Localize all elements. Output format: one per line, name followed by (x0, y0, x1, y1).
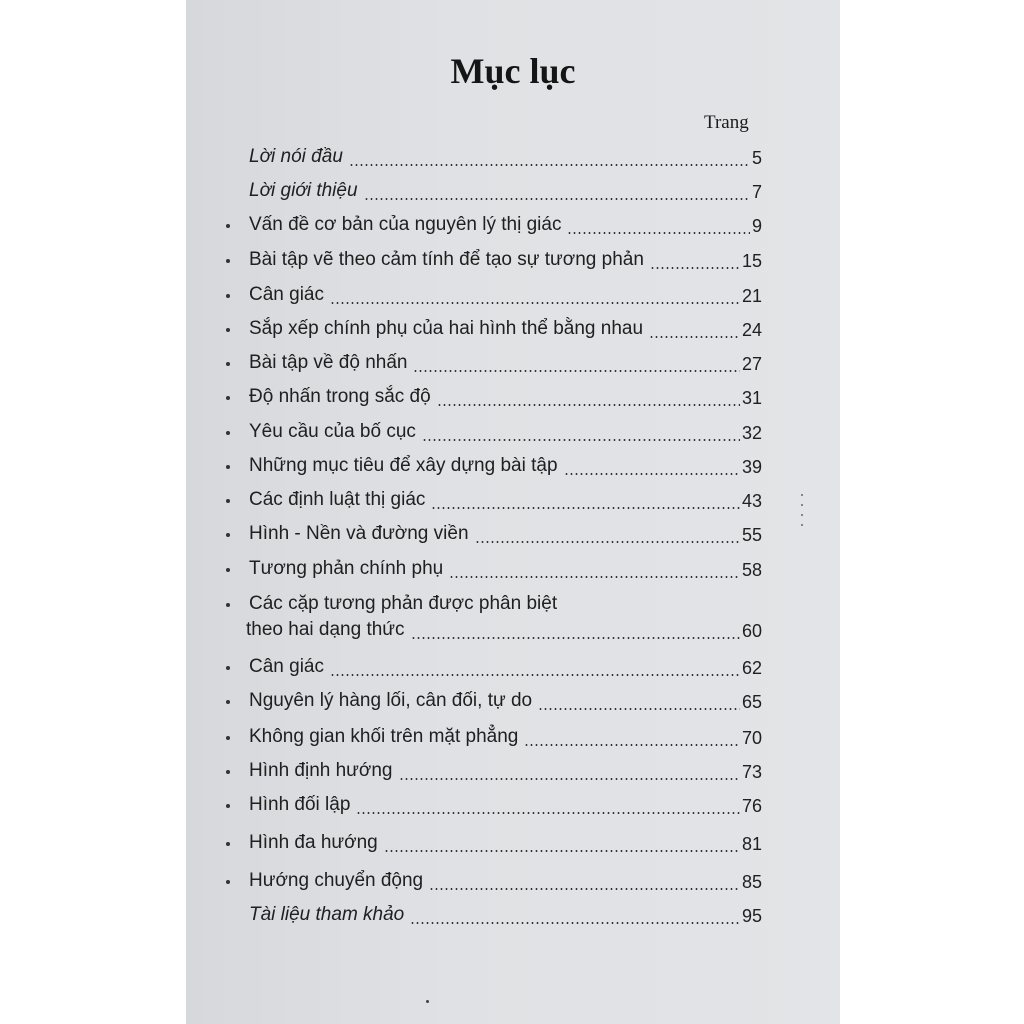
toc-entry-label: Không gian khối trên mặt phẳng (249, 726, 519, 747)
bullet-icon (226, 736, 230, 740)
bullet-icon (226, 499, 230, 503)
toc-entry-page-number: 76 (741, 796, 762, 816)
toc-entry-page-number: 95 (741, 906, 762, 926)
toc-entry (186, 180, 840, 210)
bullet-icon (226, 568, 230, 572)
toc-leader-dots (410, 922, 740, 924)
toc-leader-dots (437, 404, 740, 406)
toc-entry-label: Sắp xếp chính phụ của hai hình thể bằng nhau (249, 318, 644, 339)
toc-entry-label-continued: theo hai dạng thức (246, 619, 405, 640)
toc-leader-dots (538, 708, 740, 710)
toc-entry-label: Độ nhấn trong sắc độ (249, 386, 431, 407)
toc-entry-page-number: 27 (741, 354, 762, 374)
bullet-icon (226, 465, 230, 469)
toc-entry-page-number: 81 (741, 834, 762, 854)
bullet-icon (226, 362, 230, 366)
toc-entry-label: Hình đối lập (249, 794, 351, 815)
bullet-icon (226, 842, 230, 846)
toc-entry (186, 593, 840, 653)
page-title: Mục lục (450, 51, 576, 91)
toc-entry (186, 214, 840, 244)
toc-entry-page-number: 32 (741, 423, 762, 443)
bullet-icon (226, 533, 230, 537)
toc-entry-page-number: 58 (741, 560, 762, 580)
toc-leader-dots (429, 888, 740, 890)
toc-entry-label: Bài tập vẽ theo cảm tính để tạo sự tương phản (249, 249, 644, 270)
toc-entry-label: Tài liệu tham khảo (249, 904, 405, 925)
toc-entry (186, 455, 840, 485)
toc-entry-label: Hình định hướng (249, 760, 393, 781)
toc-entry (186, 284, 840, 314)
bullet-icon (226, 700, 230, 704)
toc-entry-page-number: 7 (751, 182, 762, 202)
book-page (186, 0, 840, 1024)
toc-entry-page-number: 62 (741, 658, 762, 678)
toc-entry-page-number: 39 (741, 457, 762, 477)
toc-entry-page-number: 55 (741, 525, 762, 545)
toc-entry-label: Hình đa hướng (249, 832, 378, 853)
toc-entry-page-number: 21 (741, 286, 762, 306)
toc-entry-page-number: 85 (741, 872, 762, 892)
toc-entry (186, 386, 840, 416)
bullet-icon (226, 603, 230, 607)
bullet-icon (226, 224, 230, 228)
toc-entry (186, 726, 840, 756)
toc-leader-dots (431, 507, 740, 509)
toc-leader-dots (564, 473, 740, 475)
bullet-icon (226, 431, 230, 435)
toc-entry (186, 489, 840, 519)
page-speck (426, 1000, 429, 1003)
toc-leader-dots (524, 744, 740, 746)
toc-leader-dots (650, 267, 740, 269)
toc-leader-dots (422, 439, 740, 441)
toc-leader-dots (349, 164, 750, 166)
bullet-icon (226, 396, 230, 400)
toc-entry-label: Các định luật thị giác (249, 489, 426, 510)
toc-entry (186, 352, 840, 382)
toc-entry-label: Nguyên lý hàng lối, cân đối, tự do (249, 690, 533, 711)
toc-leader-dots (413, 370, 740, 372)
bullet-icon (226, 804, 230, 808)
toc-entry (186, 558, 840, 588)
toc-entry-page-number: 31 (741, 388, 762, 408)
toc-entry-label: Lời nói đầu (249, 146, 343, 167)
toc-leader-dots (567, 232, 750, 234)
toc-entry (186, 523, 840, 553)
toc-entry-label: Bài tập về độ nhấn (249, 352, 408, 373)
toc-entry-label: Các cặp tương phản được phân biệt (249, 593, 558, 614)
toc-leader-dots (449, 576, 740, 578)
toc-entry-label: Những mục tiêu để xây dựng bài tập (249, 455, 558, 476)
toc-entry-label: Hướng chuyển động (249, 870, 424, 891)
toc-leader-dots (649, 336, 740, 338)
toc-entry (186, 832, 840, 862)
toc-leader-dots (475, 541, 740, 543)
toc-entry (186, 904, 840, 934)
toc-entry (186, 690, 840, 720)
toc-entry-label: Cân giác (249, 284, 324, 305)
toc-entry-page-number: 43 (741, 491, 762, 511)
bullet-icon (226, 259, 230, 263)
toc-entry-page-number: 65 (741, 692, 762, 712)
toc-leader-dots (330, 674, 740, 676)
toc-leader-dots (399, 778, 740, 780)
toc-entry-page-number: 70 (741, 728, 762, 748)
toc-entry-label: Cân giác (249, 656, 324, 677)
table-of-contents (186, 0, 840, 1024)
toc-entry (186, 760, 840, 790)
toc-leader-dots (384, 850, 740, 852)
toc-entry-label: Vấn đề cơ bản của nguyên lý thị giác (249, 214, 562, 235)
page-column-header: Trang (704, 112, 749, 133)
toc-entry-page-number: 5 (751, 148, 762, 168)
toc-leader-dots (364, 198, 750, 200)
toc-entry-label: Yêu cầu của bố cục (249, 421, 416, 442)
toc-entry-page-number: 24 (741, 320, 762, 340)
toc-entry-label: Hình - Nền và đường viền (249, 523, 469, 544)
toc-entry (186, 146, 840, 176)
bullet-icon (226, 666, 230, 670)
toc-entry-page-number: 73 (741, 762, 762, 782)
toc-leader-dots (330, 302, 740, 304)
toc-entry (186, 249, 840, 279)
toc-entry-page-number: 60 (741, 621, 762, 641)
bullet-icon (226, 770, 230, 774)
bullet-icon (226, 328, 230, 332)
toc-entry-label: Lời giới thiệu (249, 180, 358, 201)
page-edge-marks (800, 490, 804, 530)
toc-entry-page-number: 15 (741, 251, 762, 271)
toc-leader-dots (411, 637, 740, 639)
bullet-icon (226, 880, 230, 884)
toc-entry-page-number: 9 (751, 216, 762, 236)
toc-entry (186, 421, 840, 451)
toc-entry-label: Tương phản chính phụ (249, 558, 444, 579)
toc-leader-dots (356, 812, 740, 814)
toc-entry (186, 656, 840, 686)
toc-entry (186, 794, 840, 824)
toc-entry (186, 318, 840, 348)
bullet-icon (226, 294, 230, 298)
toc-entry (186, 870, 840, 900)
